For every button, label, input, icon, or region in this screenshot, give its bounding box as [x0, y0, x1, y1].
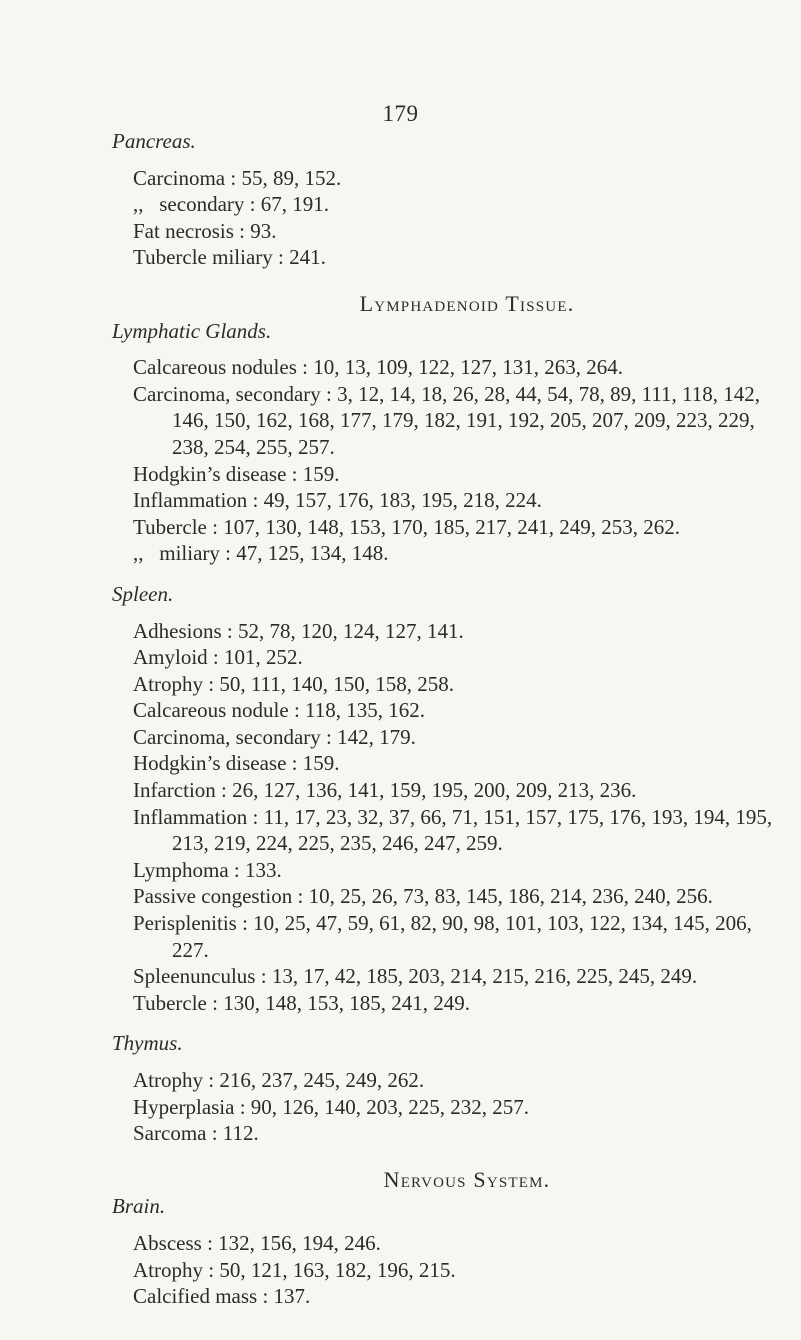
index-entry: Hodgkin’s disease : 159.: [133, 751, 340, 776]
subheading-spleen: Spleen.: [112, 581, 174, 606]
index-entry: Tubercle miliary : 241.: [133, 245, 326, 270]
index-entry: Amyloid : 101, 252.: [133, 645, 303, 670]
index-entry: Passive congestion : 10, 25, 26, 73, 83, 145, 186, 214, 236, 240, 256.: [133, 884, 713, 909]
index-entry: Inflammation : 49, 157, 176, 183, 195, 218, 224.: [133, 488, 542, 513]
index-entry: Carcinoma, secondary : 142, 179.: [133, 724, 416, 749]
index-entry: Inflammation : 11, 17, 23, 32, 37, 66, 71, 151, 157, 175, 176, 193, 194, 195, 213, 219, 224, 225, 235, 246, 247, 259.: [133, 804, 773, 856]
index-entry: Hyperplasia : 90, 126, 140, 203, 225, 232, 257.: [133, 1094, 530, 1119]
index-entry: Perisplenitis : 10, 25, 47, 59, 61, 82, 90, 98, 101, 103, 122, 134, 145, 206, 227.: [133, 911, 752, 962]
index-entry: Abscess : 132, 156, 194, 246.: [133, 1230, 381, 1255]
index-entry: Tubercle : 107, 130, 148, 153, 170, 185, 217, 241, 249, 253, 262.: [133, 514, 680, 539]
subheading-thymus: Thymus.: [112, 1031, 183, 1056]
index-entry: Fat necrosis : 93.: [133, 218, 277, 243]
index-entry: ,, secondary : 67, 191.: [133, 192, 329, 217]
index-entry: Atrophy : 50, 121, 163, 182, 196, 215.: [133, 1257, 456, 1282]
index-entry: Calcareous nodules : 10, 13, 109, 122, 127, 131, 263, 264.: [133, 355, 623, 380]
index-entry: Calcareous nodule : 118, 135, 162.: [133, 698, 426, 723]
index-content: [112, 128, 792, 1310]
index-entry: Infarction : 26, 127, 136, 141, 159, 195, 200, 209, 213, 236.: [133, 778, 637, 803]
index-entry: Adhesions : 52, 78, 120, 124, 127, 141.: [133, 618, 464, 643]
index-entry: Carcinoma : 55, 89, 152.: [133, 165, 342, 190]
index-entry: Atrophy : 50, 111, 140, 150, 158, 258.: [133, 671, 455, 696]
index-entry: Carcinoma, secondary : 3, 12, 14, 18, 26, 28, 44, 54, 78, 89, 111, 118, 142, 146, 150, 162, 168, 177, 179, 182, 191, 192, 205, 207, 209, 223, 229, 238, 254, 255, 257.: [133, 381, 761, 459]
index-entry: ,, miliary : 47, 125, 134, 148.: [133, 541, 389, 566]
subheading-brain: Brain.: [112, 1194, 166, 1219]
index-entry: Spleenunculus : 13, 17, 42, 185, 203, 214, 215, 216, 225, 245, 249.: [133, 964, 698, 989]
index-entry: Sarcoma : 112.: [133, 1121, 259, 1146]
section-heading-lymphadenoid-tissue: Lymphadenoid Tissue.: [359, 290, 575, 316]
index-entry: Atrophy : 216, 237, 245, 249, 262.: [133, 1068, 425, 1092]
section-heading-nervous-system: Nervous System.: [383, 1166, 551, 1192]
subheading-lymphatic-glands: Lymphatic Glands.: [112, 318, 272, 343]
index-entry: Lymphoma : 133.: [133, 857, 282, 882]
index-entry: Calcified mass : 137.: [133, 1284, 311, 1309]
index-entry: Tubercle : 130, 148, 153, 185, 241, 249.: [133, 990, 470, 1015]
index-entry: Hodgkin’s disease : 159.: [133, 461, 340, 486]
subheading-pancreas: Pancreas.: [112, 129, 196, 153]
page-number: 179: [382, 101, 419, 126]
